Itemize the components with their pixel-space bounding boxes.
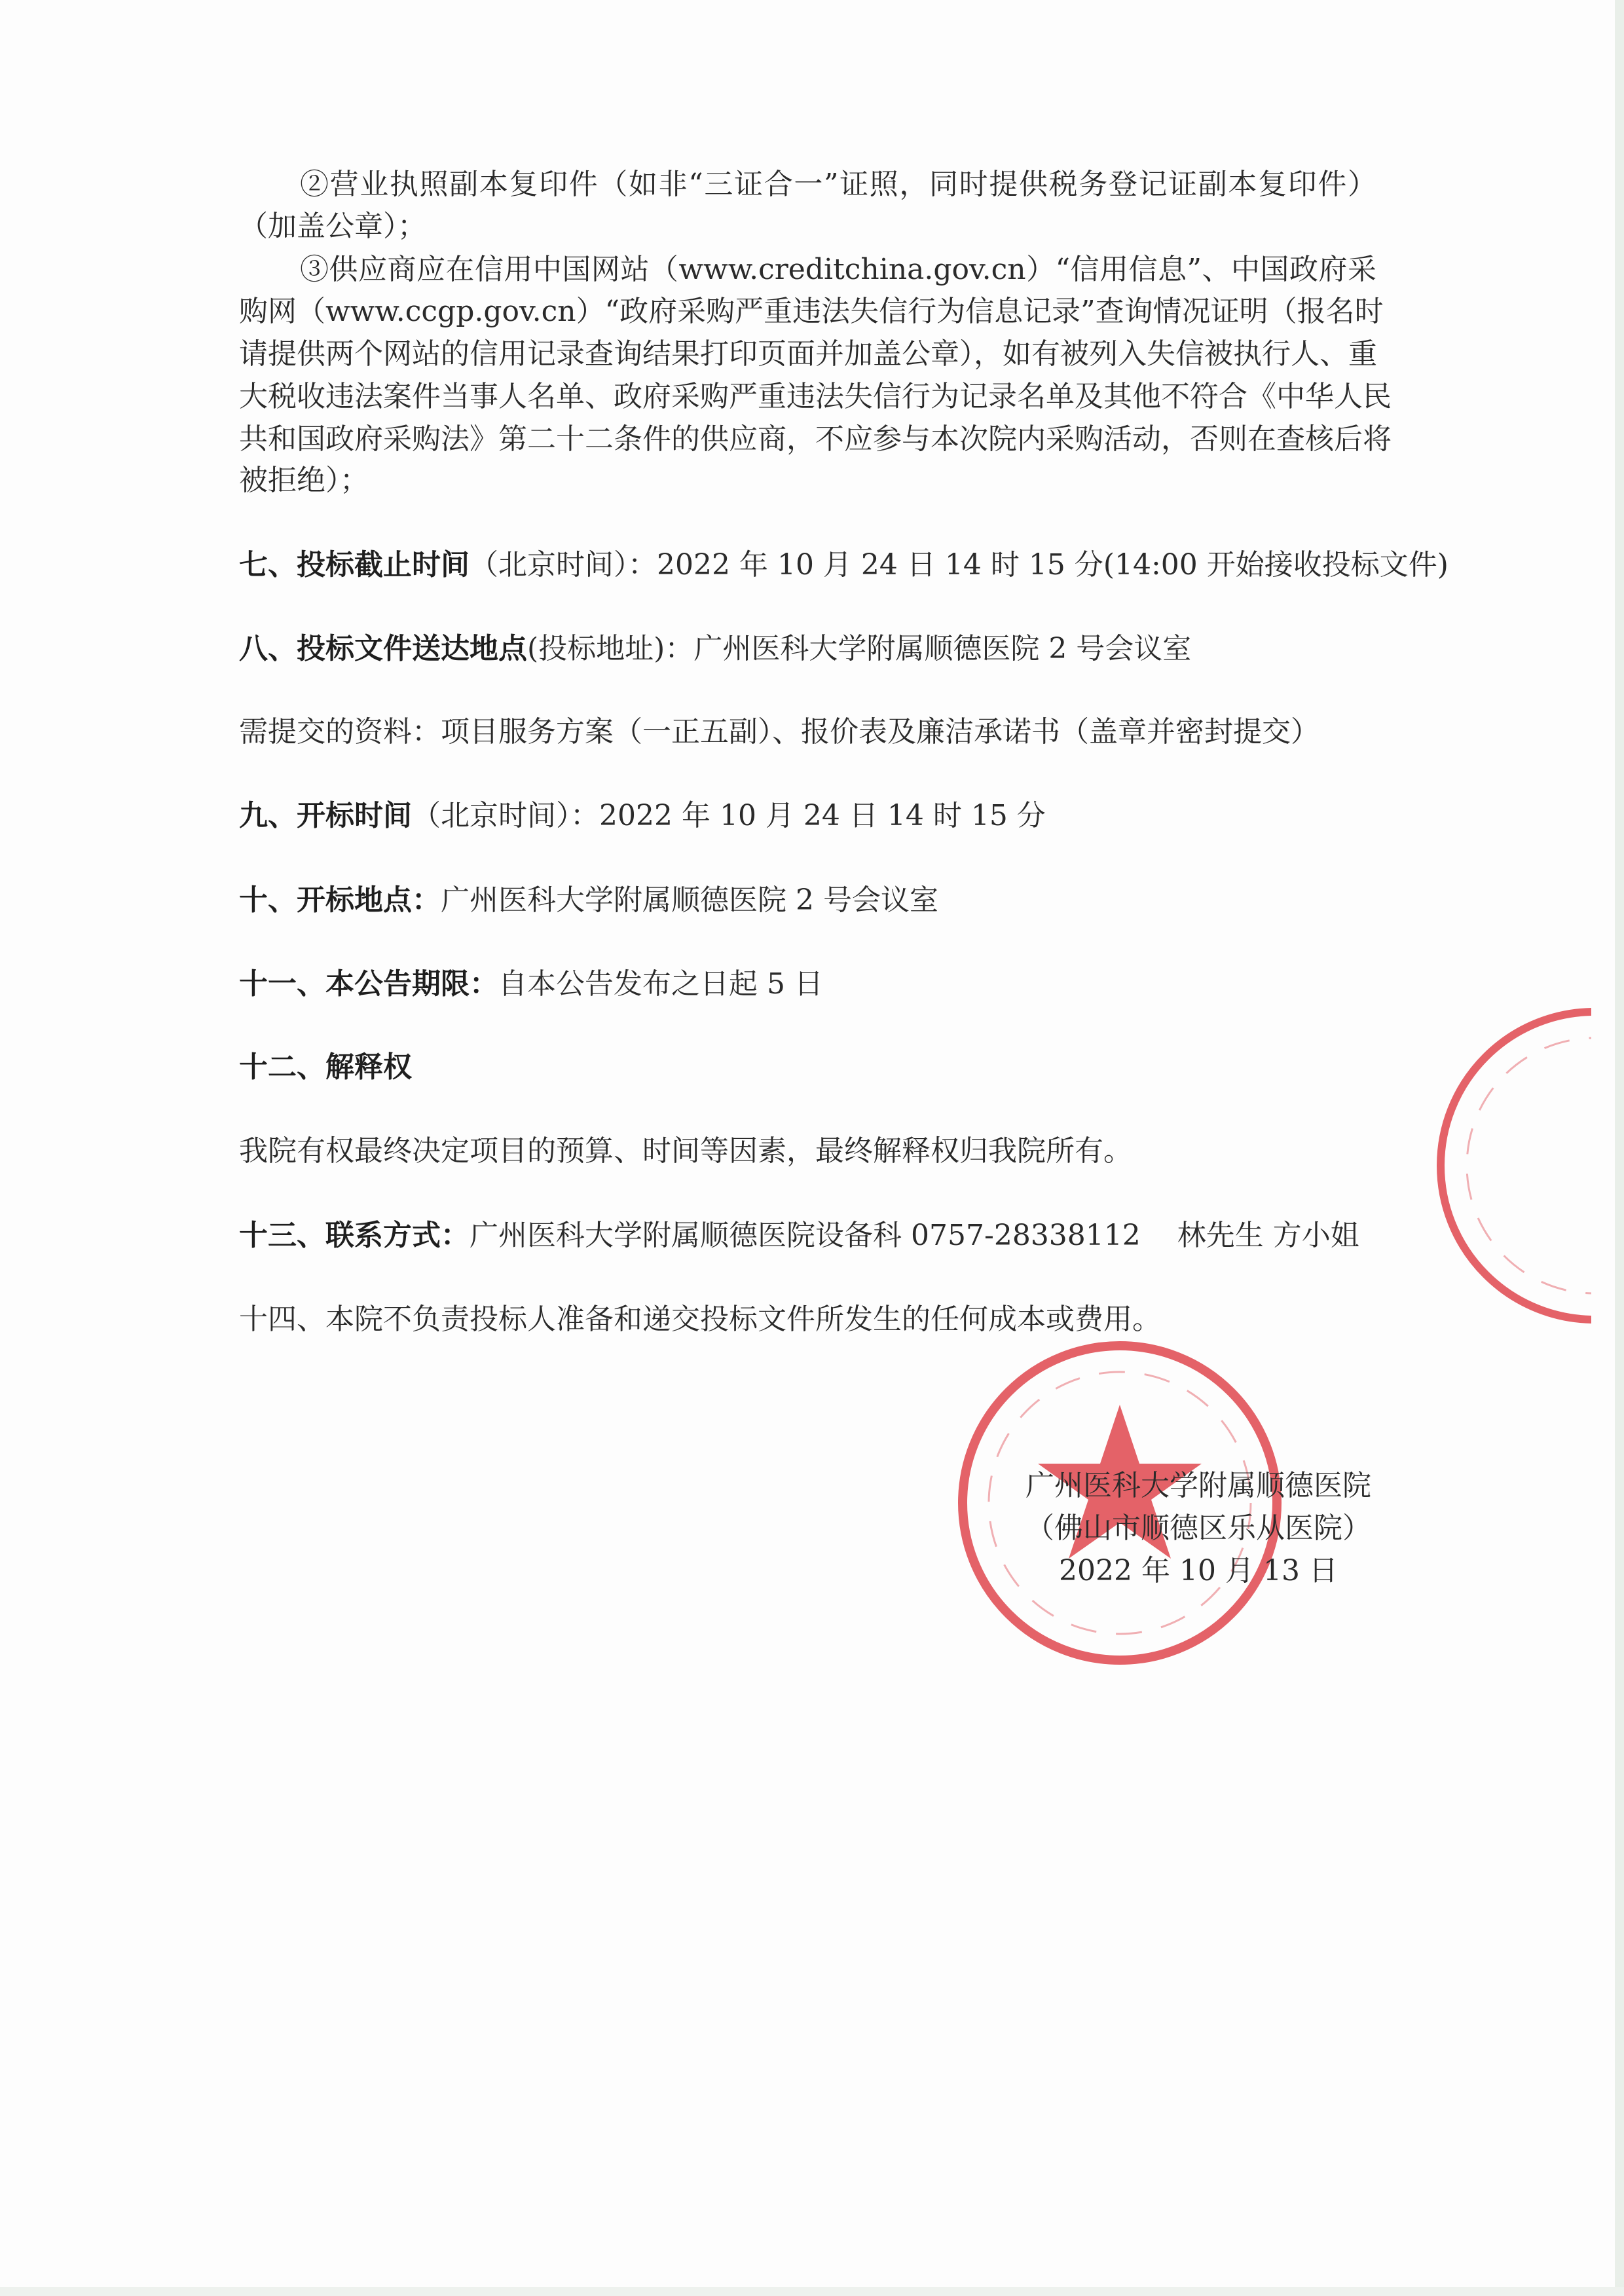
section-text: 广州医科大学附属顺德医院设备科 0757-28338112 林先生 方小姐 [470, 1219, 1359, 1252]
section-text: 我院有权最终决定项目的预算、时间等因素，最终解释权归我院所有。 [239, 1134, 1132, 1168]
text-line: （加盖公章）； [239, 210, 426, 243]
text-line: ③供应商应在信用中国网站（www.creditchina.gov.cn）“信用信息”、中国政府采 [300, 253, 1376, 286]
section-text: (投标地址)：广州医科大学附属顺德医院 2 号会议室 [527, 632, 1192, 665]
section-location [239, 628, 1376, 670]
section-deadline [239, 544, 1449, 586]
text-line: 被拒绝）； [239, 464, 369, 497]
signature-alt-name: （佛山市顺德区乐从医院） [1025, 1511, 1371, 1545]
text-line: 共和国政府采购法》第二十二条件的供应商，不应参与本次院内采购活动，否则在查核后将 [239, 422, 1392, 456]
section-contact [239, 1215, 1376, 1257]
signature-date: 2022 年 10 月 13 日 [1059, 1554, 1338, 1587]
seal-inner-ring [1467, 1038, 1604, 1293]
section-opening-place [239, 880, 1376, 921]
section-text: 需提交的资料：项目服务方案（一正五副）、报价表及廉洁承诺书（盖章并密封提交） [239, 715, 1320, 749]
side-seal [1434, 1005, 1604, 1326]
section-text: 自本公告发布之日起 5 日 [498, 967, 823, 1001]
text-line: 大税收违法案件当事人名单、政府采购严重违法失信行为记录名单及其他不符合《中华人民 [239, 380, 1392, 413]
signature-org: 广州医科大学附属顺德医院 [1025, 1469, 1371, 1502]
section-text: 十四、本院不负责投标人准备和递交投标文件所发生的任何成本或费用。 [239, 1303, 1161, 1336]
section-heading: 九、开标时间 [239, 799, 412, 832]
section-period [239, 963, 1376, 1005]
section-text: （北京时间）：2022 年 10 月 24 日 14 时 15 分(14:00 开始接收投标文件) [470, 548, 1449, 582]
text-line: ②营业执照副本复印件（如非“三证合一”证照，同时提供税务登记证副本复印件） [300, 168, 1376, 201]
section-heading: 十一、本公告期限： [239, 967, 498, 1001]
section-heading: 十二、解释权 [239, 1050, 412, 1084]
section-heading: 十三、联系方式： [239, 1219, 470, 1252]
text-line: 购网（www.ccgp.gov.cn）“政府采购严重违法失信行为信息记录”查询情况证明（报名时 [239, 295, 1384, 328]
section-interpretation [239, 1046, 1376, 1088]
section-heading: 七、投标截止时间 [239, 548, 470, 582]
section-interpretation-text [239, 1130, 1376, 1172]
section-heading: 八、投标文件送达地点 [239, 632, 527, 665]
section-text: 广州医科大学附属顺德医院 2 号会议室 [441, 883, 938, 917]
scan-edge-bottom [0, 2287, 1624, 2296]
section-heading: 十、开标地点： [239, 883, 441, 917]
text-line: 请提供两个网站的信用记录查询结果打印页面并加盖公章），如有被列入失信被执行人、重 [239, 337, 1377, 371]
scan-edge [1615, 0, 1624, 2296]
section-materials [239, 711, 1376, 753]
section-opening-time [239, 795, 1376, 837]
seal-ring [1441, 1012, 1604, 1320]
section-text: （北京时间）：2022 年 10 月 24 日 14 时 15 分 [412, 799, 1046, 832]
